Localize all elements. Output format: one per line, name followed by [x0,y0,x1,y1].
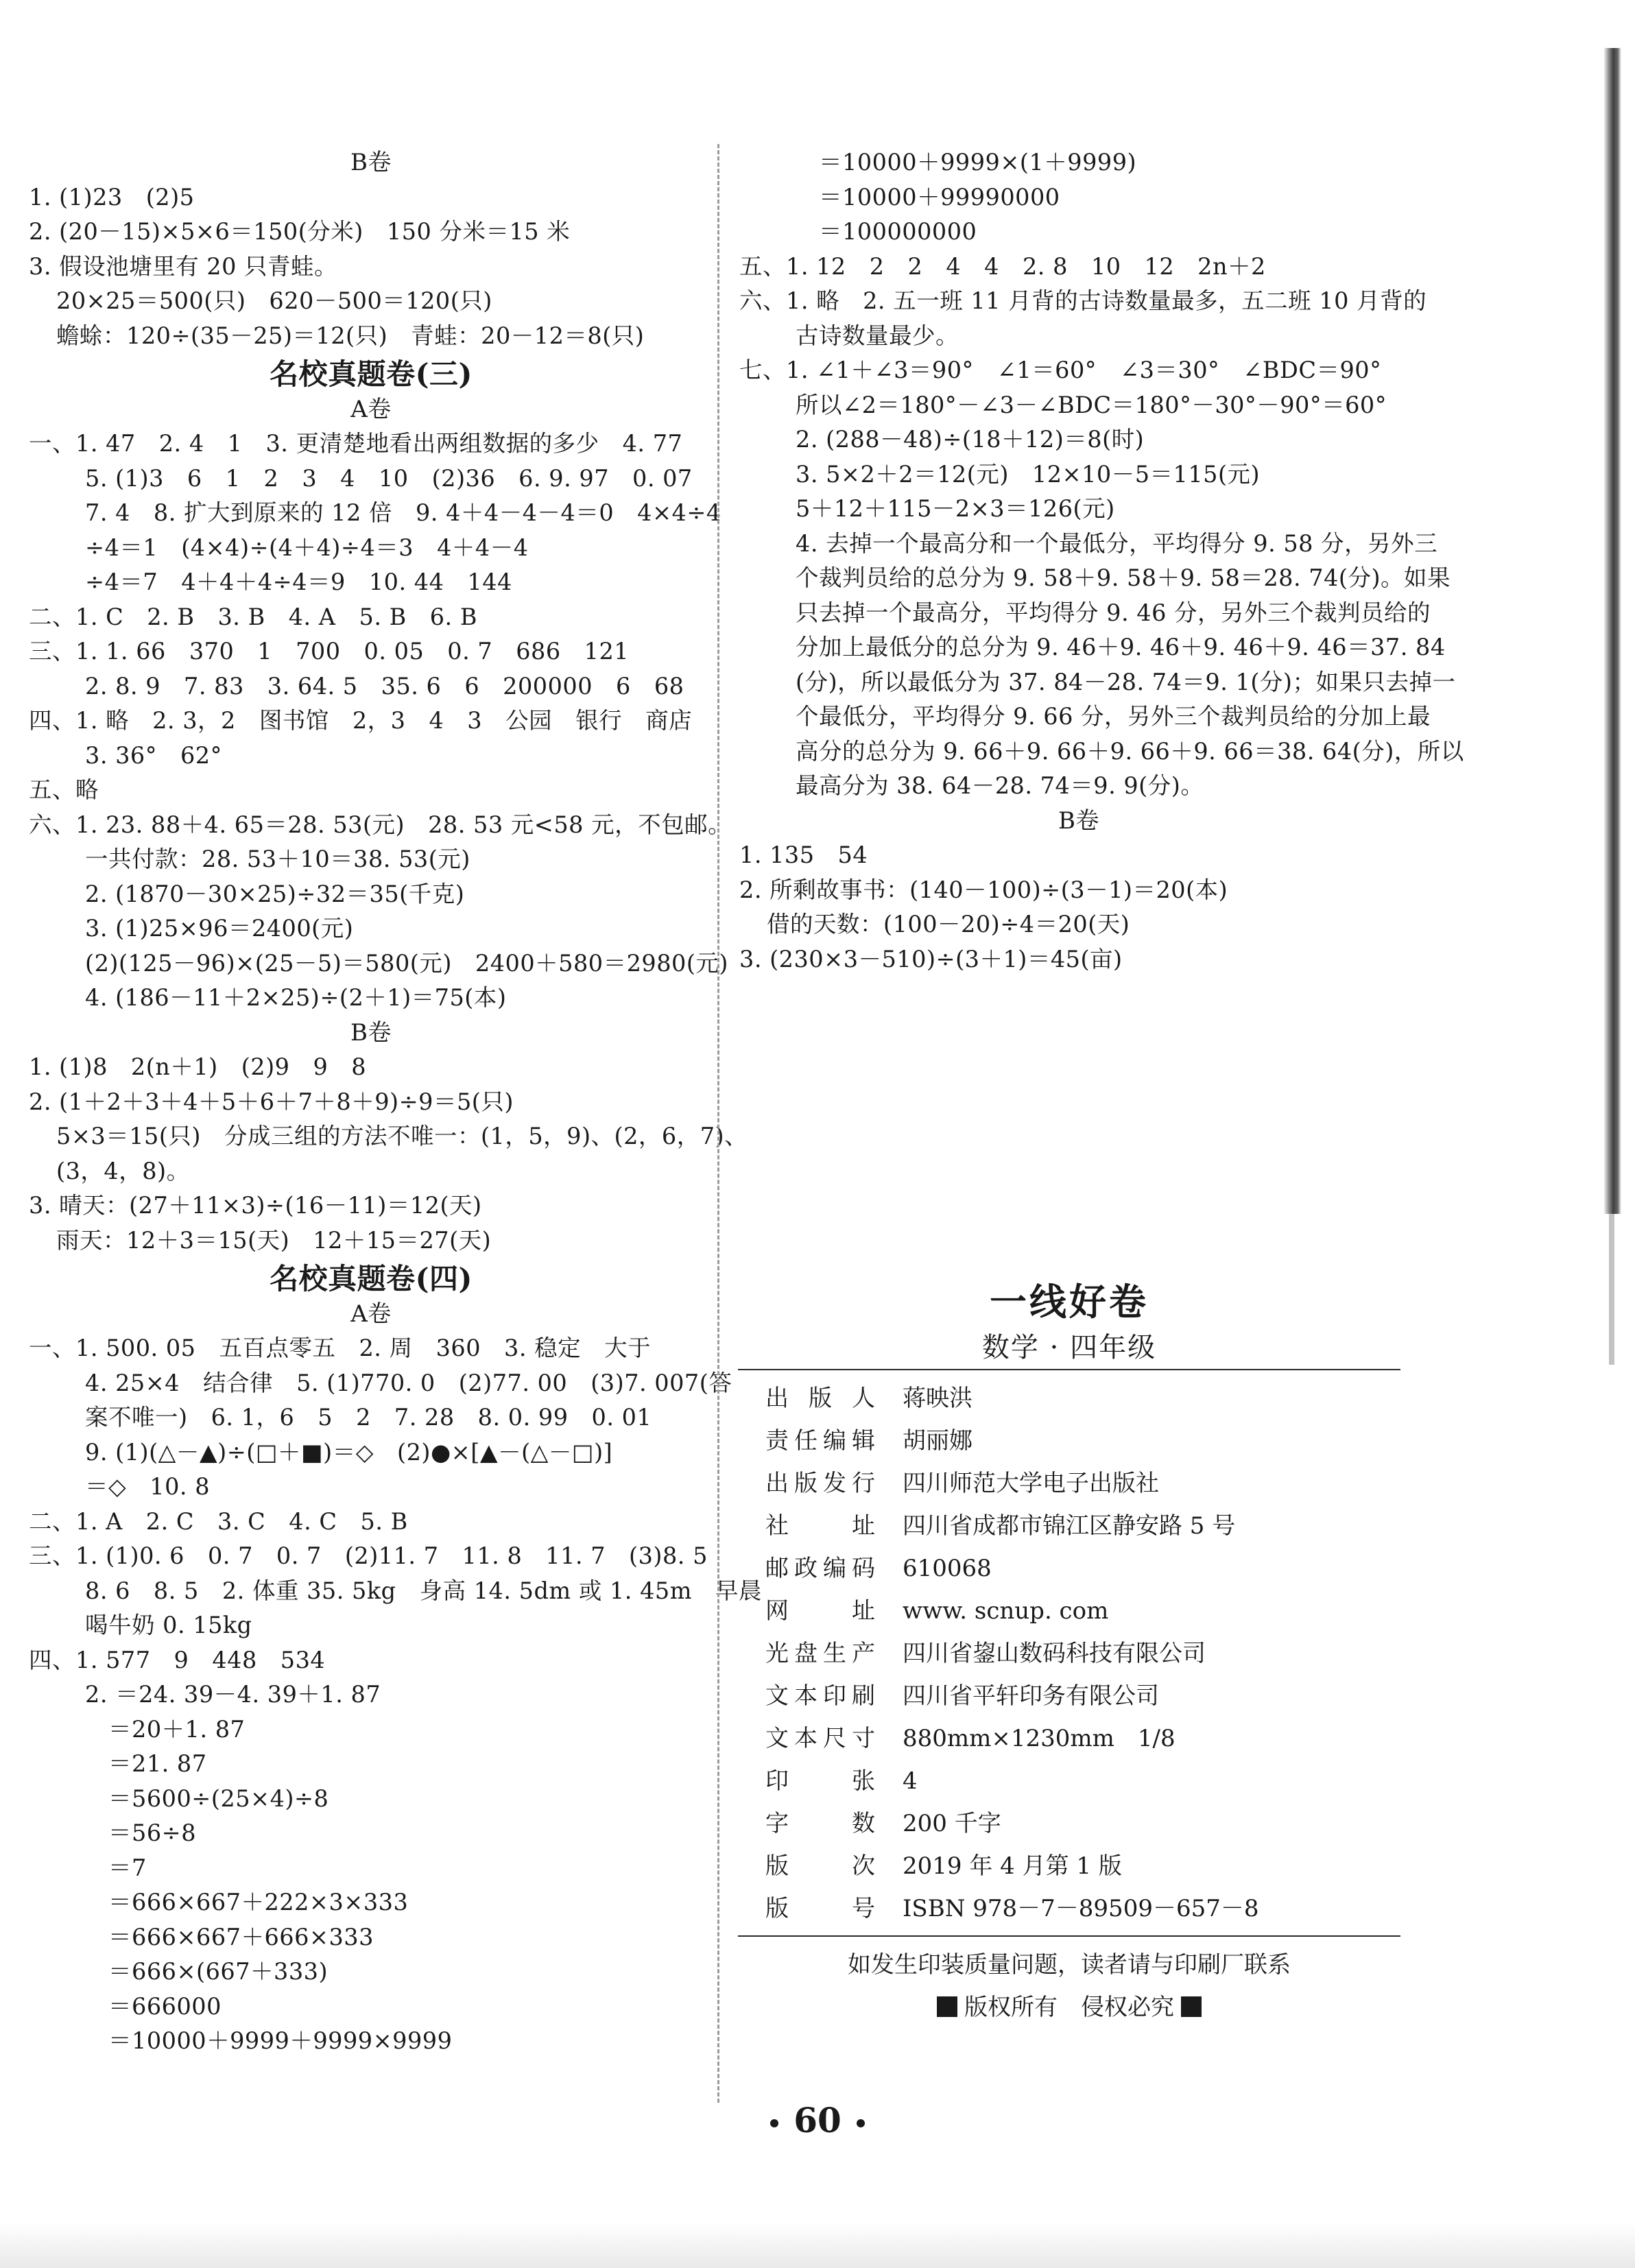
info-row [738,1845,1400,1887]
info-row [738,1760,1400,1802]
brand-title: 一线好卷 [990,1280,1149,1324]
info-key: 版号 [765,1895,875,1922]
answer-line: 2. ＝24. 39－4. 39＋1. 87 [85,1681,381,1708]
info-value: 四川省成都市锦江区静安路 5 号 [903,1512,1236,1540]
answer-line: ＝5600÷(25×4)÷8 [85,1784,329,1812]
answer-line: 5＋12＋115－2×3＝126(元) [796,495,1115,522]
answer-line: ＝7 [85,1854,147,1881]
info-row [738,1717,1400,1760]
page-number-text: 60 [793,2100,842,2140]
quality-notice: 如发生印装质量问题，读者请与印刷厂联系 [848,1951,1291,1979]
answer-line: 所以∠2＝180°－∠3－∠BDC＝180°－30°－90°＝60° [796,391,1387,418]
info-row [738,1590,1400,1632]
answer-line: 二、1. A 2. C 3. C 4. C 5. B [29,1507,408,1535]
dot-icon [857,2119,865,2127]
answer-line: 2. 所剩故事书：(140－100)÷(3－1)＝20(本) [739,876,1228,903]
info-key: 网址 [765,1597,875,1625]
info-value: 2019 年 4 月第 1 版 [903,1852,1122,1880]
column-divider [717,144,719,2103]
answer-line: 古诗数量最少。 [796,322,959,349]
info-row [738,1462,1400,1505]
subsection-title: A卷 [350,1300,392,1328]
answer-line: ＝56÷8 [85,1819,197,1846]
answer-line: 六、1. 略 2. 五一班 11 月背的古诗数量最多，五二班 10 月背的 [739,287,1427,314]
info-value: 四川师范大学电子出版社 [903,1470,1159,1497]
info-key: 字数 [765,1810,875,1837]
answer-column-right [739,145,1464,977]
answer-line: 六、1. 23. 88＋4. 65＝28. 53(元) 28. 53 元<58 元，不包邮。 [29,811,732,838]
answer-line: 借的天数：(100－20)÷4＝20(天) [767,911,1130,938]
answer-line: ＝666×667＋222×3×333 [85,1889,409,1915]
info-key: 版次 [765,1852,875,1880]
info-row [738,1547,1400,1590]
answer-line: ＝666000 [85,1992,222,2020]
colophon [738,1277,1400,2029]
answer-line: ＝21. 87 [85,1750,207,1777]
info-value: www. scnup. com [903,1597,1109,1625]
answer-line: 5×3＝15(只) 分成三组的方法不唯一：(1，5，9)、(2，6，7)、 [56,1123,748,1149]
square-icon [937,1996,957,2017]
scan-bottom-band [0,2222,1635,2268]
publication-info [738,1370,1400,1935]
answer-line: 3. 36° 62° [85,741,222,769]
answer-line: 8. 6 8. 5 2. 体重 35. 5kg 身高 14. 5dm 或 1. 45m 早晨 [85,1577,762,1604]
info-key: 邮政编码 [765,1555,875,1582]
info-value: 610068 [903,1555,992,1582]
info-row [738,1420,1400,1462]
answer-line: 20×25＝500(只) 620－500＝120(只) [56,287,492,314]
answer-line: 一、1. 500. 05 五百点零五 2. 周 360 3. 稳定 大于 [29,1335,652,1361]
answer-line: 1. (1)23 (2)5 [29,183,195,211]
answer-line: (3，4，8)。 [56,1157,190,1184]
section-title: 名校真题卷(三) [270,357,473,391]
answer-line: 4. (186－11＋2×25)÷(2＋1)＝75(本) [85,984,507,1011]
answer-line: ＝10000＋9999＋9999×9999 [85,2027,453,2054]
answer-line: 七、1. ∠1＋∠3＝90° ∠1＝60° ∠3＝30° ∠BDC＝90° [739,357,1382,383]
answer-line: ＝666×(667＋333) [85,1958,329,1985]
section-title: 名校真题卷(四) [270,1262,473,1296]
answer-line: 喝牛奶 0. 15kg [85,1612,252,1638]
info-key: 文本印刷 [765,1682,875,1710]
answer-line: 案不唯一) 6. 1，6 5 2 7. 28 8. 0. 99 0. 01 [85,1404,652,1431]
answer-line: 四、1. 略 2. 3，2 图书馆 2，3 4 3 公园 银行 商店 [29,707,693,734]
answer-line: (分)，所以最低分为 37. 84－28. 74＝9. 1(分)；如果只去掉一 [796,668,1456,695]
subsection-title: B卷 [1058,807,1099,835]
dot-icon [770,2119,778,2127]
answer-line: 4. 去掉一个最高分和一个最低分，平均得分 9. 58 分，另外三 [796,529,1438,557]
page-number [0,2093,1635,2148]
subsection-title: A卷 [350,395,392,423]
answer-line: 五、略 [29,776,99,803]
copyright-text: 版权所有 侵权必究 [964,1994,1174,2021]
answer-line: 3. (1)25×96＝2400(元) [85,915,354,942]
info-value: 880mm×1230mm 1/8 [903,1725,1175,1752]
answer-line: 五、1. 12 2 2 4 4 2. 8 10 12 2n＋2 [739,252,1266,280]
answer-line: 3. (230×3－510)÷(3＋1)＝45(亩) [739,945,1123,972]
info-value: 四川省鋆山数码科技有限公司 [903,1640,1206,1667]
answer-line: ＝100000000 [796,218,977,245]
scan-edge-shadow [1603,48,1621,1214]
answer-line: 4. 25×4 结合律 5. (1)770. 0 (2)77. 00 (3)7. 007(答 [85,1369,732,1396]
answer-line: 3. 假设池塘里有 20 只青蛙。 [29,252,338,280]
answer-line: 7. 4 8. 扩大到原来的 12 倍 9. 4＋4－4－4＝0 4×4÷4 [85,499,721,526]
info-row [738,1505,1400,1547]
answer-line: 蟾蜍：120÷(35－25)＝12(只) 青蛙：20－12＝8(只) [56,322,645,349]
answer-line: 2. 8. 9 7. 83 3. 64. 5 35. 6 6 200000 6 68 [85,672,684,700]
square-icon [1181,1996,1202,2017]
answer-line: 雨天：12＋3＝15(天) 12＋15＝27(天) [56,1226,492,1254]
answer-line: 2. (1＋2＋3＋4＋5＋6＋7＋8＋9)÷9＝5(只) [29,1088,514,1115]
answer-line: 三、1. 1. 66 370 1 700 0. 05 0. 7 686 121 [29,638,630,665]
scan-edge-shadow [1609,1214,1614,1365]
answer-line: 9. (1)(△－▲)÷(□＋■)＝◇ (2)●×[▲－(△－□)] [85,1438,613,1466]
info-value: 200 千字 [903,1810,1001,1837]
divider [738,1935,1400,1937]
answer-line: 一、1. 47 2. 4 1 3. 更清楚地看出两组数据的多少 4. 77 [29,430,683,457]
answer-line: 个裁判员给的总分为 9. 58＋9. 58＋9. 58＝28. 74(分)。如果 [796,564,1451,591]
answer-line: ＝10000＋99990000 [796,183,1060,211]
answer-line: 2. (20－15)×5×6＝150(分米) 150 分米＝15 米 [29,218,571,245]
answer-line: 只去掉一个最高分，平均得分 9. 46 分，另外三个裁判员给的 [796,599,1431,626]
answer-line: 个最低分，平均得分 9. 66 分，另外三个裁判员给的分加上最 [796,703,1431,730]
info-key: 出版人 [765,1385,875,1412]
answer-line: 3. 5×2＋2＝12(元) 12×10－5＝115(元) [796,460,1261,488]
answer-line: 一共付款：28. 53＋10＝38. 53(元) [85,846,470,872]
copyright-line [738,1986,1400,2029]
subject-title: 数学 · 四年级 [981,1332,1157,1363]
answer-line: ＝10000＋9999×(1＋9999) [796,149,1137,176]
answer-line: ÷4＝1 (4×4)÷(4＋4)÷4＝3 4＋4－4 [85,534,529,561]
info-key: 文本尺寸 [765,1725,875,1752]
info-key: 光盘生产 [765,1640,875,1667]
info-value: 四川省平轩印务有限公司 [903,1682,1159,1710]
subsection-title: B卷 [350,149,392,176]
answer-line: 三、1. (1)0. 6 0. 7 0. 7 (2)11. 7 11. 8 11. 7 (3)8. 5 [29,1542,708,1569]
info-value: ISBN 978－7－89509－657－8 [903,1895,1259,1922]
info-key: 社址 [765,1512,875,1540]
info-key: 印张 [765,1767,875,1795]
answer-line: 最高分为 38. 64－28. 74＝9. 9(分)。 [796,772,1204,799]
subsection-title: B卷 [350,1018,392,1047]
info-value: 4 [903,1767,918,1795]
info-key: 出版发行 [765,1470,875,1497]
info-key: 责任编辑 [765,1427,875,1455]
info-row [738,1377,1400,1420]
answer-line: 二、1. C 2. B 3. B 4. A 5. B 6. B [29,603,477,630]
answer-line: 四、1. 577 9 448 534 [29,1646,326,1673]
answer-line: (2)(125－96)×(25－5)＝580(元) 2400＋580＝2980(元) [85,949,728,977]
answer-line: ＝◇ 10. 8 [85,1473,211,1500]
answer-line: 分加上最低分的总分为 9. 46＋9. 46＋9. 46＋9. 46＝37. 84 [796,634,1446,660]
answer-line: ＝666×667＋666×333 [85,1923,374,1950]
answer-line: 3. 晴天：(27＋11×3)÷(16－11)＝12(天) [29,1192,482,1219]
info-row [738,1802,1400,1845]
answer-column-left [29,145,762,2059]
answer-line: 1. (1)8 2(n＋1) (2)9 9 8 [29,1053,367,1080]
answer-line: ＝20＋1. 87 [85,1715,246,1743]
answer-line: 2. (288－48)÷(18＋12)＝8(时) [796,426,1145,453]
info-row [738,1887,1400,1930]
answer-line: 5. (1)3 6 1 2 3 4 10 (2)36 6. 9. 97 0. 07 [85,464,693,492]
info-row [738,1632,1400,1675]
answer-line: 1. 135 54 [739,841,868,868]
answer-line: ÷4＝7 4＋4＋4÷4＝9 10. 44 144 [85,569,512,595]
info-value: 蒋映洪 [903,1385,972,1412]
info-value: 胡丽娜 [903,1427,972,1455]
answer-line: 高分的总分为 9. 66＋9. 66＋9. 66＋9. 66＝38. 64(分)，所以 [796,737,1464,765]
answer-line: 2. (1870－30×25)÷32＝35(千克) [85,880,465,907]
info-row [738,1675,1400,1717]
